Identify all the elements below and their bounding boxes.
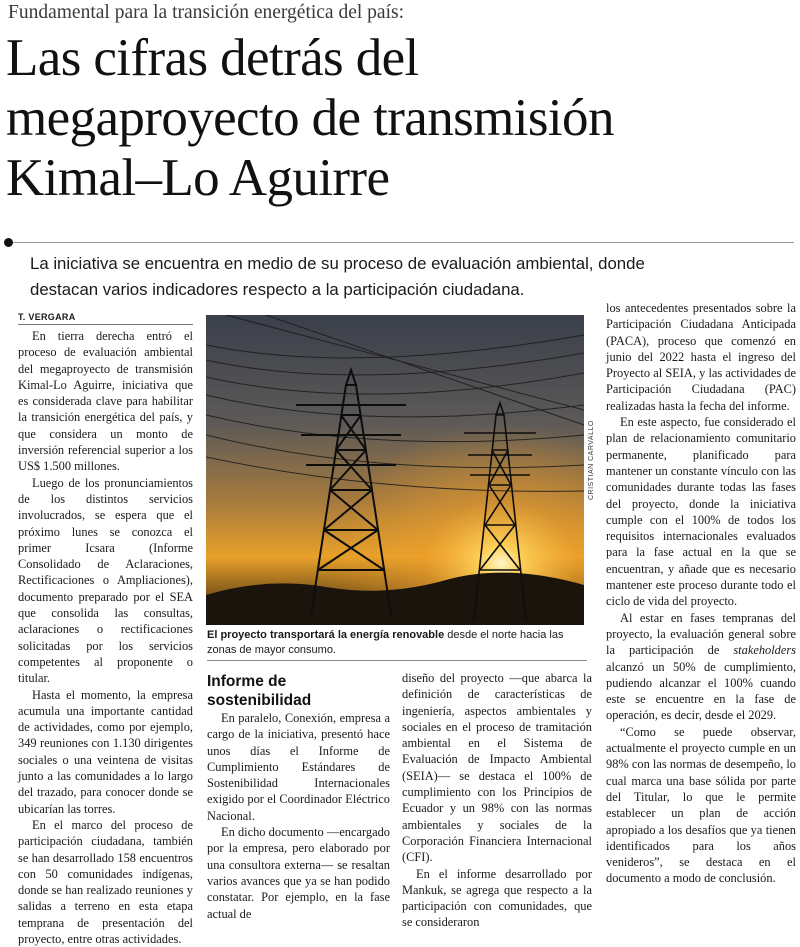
deck-line: destacan varios indicadores respecto a la participación ciudadana.: [30, 280, 525, 299]
headline-line: megaproyecto de transmisión: [6, 89, 614, 147]
paragraph: [606, 610, 796, 724]
transmission-towers-photo: [206, 315, 584, 625]
paragraph: diseño del proyecto —que abarca la definición de características de ingeniería, aspectos ambientales y sociales en el proceso de tramitación ambiental en el Sistema de Evaluación de Impacto Ambiental (SEIA)— se destaca el 100% de cumplimiento con los Principios de Ecuador y un 98% con las normas ambientales y sociales de la Corporación Financiera Internacional (CFI).: [402, 671, 592, 865]
paragraph: Hasta el momento, la empresa acumula una importante cantidad de actividades, como por ejemplo, 349 reuniones con 1.130 dirigentes sociales o una veintena de visitas junto a las comunidades a lo largo del trazado, para conocer donde se ubicarían las torres.: [18, 687, 193, 816]
caption-text: desde el norte hacia las zonas de mayor consumo.: [207, 629, 564, 656]
paragraph: En el informe desarrollado por Mankuk, se agrega que respecto a la participación con comunidades, que se consideraron: [402, 866, 592, 930]
paragraph: En tierra derecha entró el proceso de evaluación ambiental del megaproyecto de transmisión Kimal-Lo Aguirre, iniciativa que es considerada clave para habilitar la transición energética del país, y que considera un monto de inversión referencial superior a los US$ 1.500 millones.: [18, 329, 193, 474]
article-column-2: [207, 710, 390, 922]
deck: [30, 251, 795, 303]
byline-divider: [18, 324, 193, 325]
paragraph: “Como se puede observar, actualmente el proyecto cumple en un 98% con las normas de desempeño, lo cual marca una base sólida por parte del Titular, lo que le permite establecer un plan de acción apropiado a los desafíos que ya tienen identificados para los años venideros”, se destaca en el documento a modo de conclusión.: [606, 724, 796, 886]
section-subhead: Informe de sostenibilidad: [207, 673, 312, 709]
kicker: Fundamental para la transición energética del país:: [8, 2, 404, 23]
paragraph-text: alcanzó un 50% de cumplimiento, pudiendo alcanzar el 100% cuando este se encuentre en la fase de operación, es decir, desde el 2029.: [606, 659, 796, 723]
bullet-dot-icon: [4, 238, 13, 247]
photo-caption: [207, 628, 587, 658]
article-column-3: [402, 670, 592, 931]
caption-bold: El proyecto transportará la energía renovable: [207, 629, 445, 641]
paragraph: En el marco del proceso de participación ciudadana, también se han desarrollado 158 encuentros con 50 comunidades indígenas, donde se han realizado reuniones y salidas a terreno en esta etapa temprana de presentación del proyecto, entre otras actividades.: [18, 817, 193, 946]
paragraph-text: Al estar en fases tempranas del proyecto, la evaluación general sobre la participación de: [606, 610, 796, 658]
section-divider: [6, 242, 794, 243]
paragraph: En paralelo, Conexión, empresa a cargo de la iniciativa, presentó hace unos días el Informe de Cumplimiento Estándares de Sostenibilidad Internacionales exigido por el Coordinador Eléctrico Nacional.: [207, 711, 390, 823]
headline: [6, 28, 796, 208]
italic-term: stakeholders: [733, 643, 796, 658]
byline: T. VERGARA: [18, 312, 76, 322]
paragraph: Luego de los pronunciamientos de los distintos servicios involucrados, se espera que el próximo lunes se conozca el primer Icsara (Informe Consolidado de Aclaraciones, Rectificaciones o Ampliaciones), documento preparado por el SEA que consolida las consultas, aclaraciones o rectificaciones solicitadas por los servicios competentes al proponente o titular.: [18, 475, 193, 686]
paragraph: En dicho documento —encargado por la empresa, pero elaborado por una consultora externa— se resaltan varios avances que ya se han podido constatar. Por ejemplo, en la fase actual de: [207, 825, 390, 921]
headline-line: Kimal–Lo Aguirre: [6, 149, 390, 207]
article-column-1: [18, 328, 193, 947]
deck-line: La iniciativa se encuentra en medio de su proceso de evaluación ambiental, donde: [30, 254, 645, 273]
paragraph: En este aspecto, fue considerado el plan de relacionamiento comunitario permanente, planificado para mantener un constante vínculo con las comunidades durante todas las fases del proyecto, donde la iniciativa cumple con el 100% de todos los requisitos internacionales evaluados para la fase actual en la que se encuentran, y añade que es necesario mantener este proceso durante todo el ciclo de vida del proyecto.: [606, 415, 796, 609]
headline-line: Las cifras detrás del: [6, 29, 419, 87]
paragraph: los antecedentes presentados sobre la Participación Ciudadana Anticipada (PACA), proceso que comenzó en junio del 2022 hasta el ingreso del Proyecto al SEIA, y las actividades de Participación Ciudadana (PAC) realizadas hasta la fecha del informe.: [606, 301, 796, 413]
photo-credit: CRISTIAN CARVALLO: [588, 420, 595, 500]
caption-divider: [207, 660, 587, 661]
article-column-4: [606, 300, 796, 887]
